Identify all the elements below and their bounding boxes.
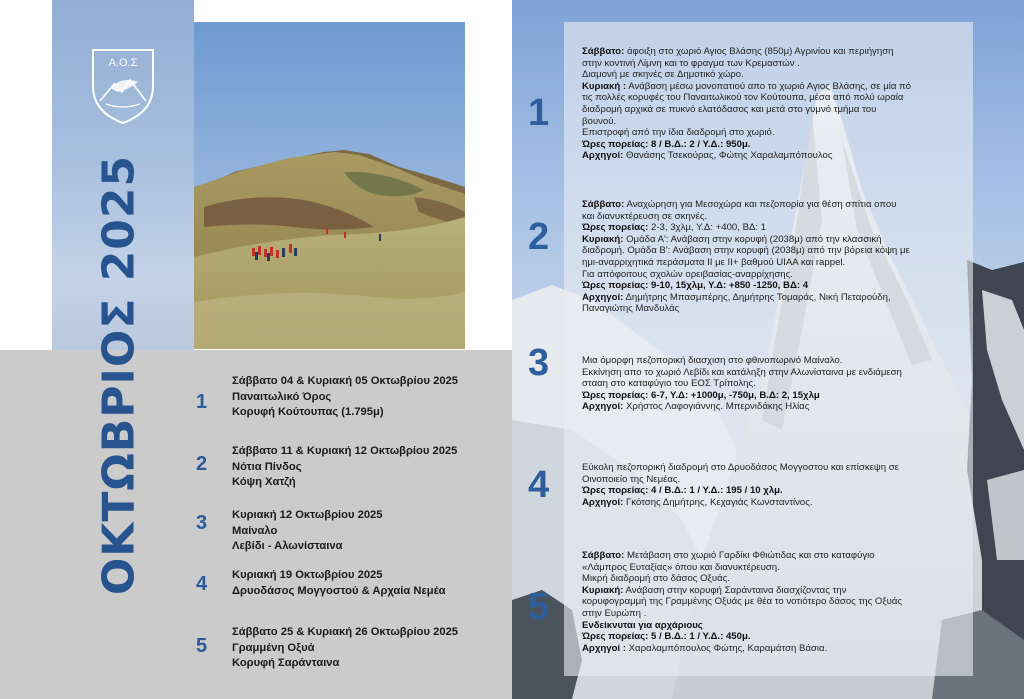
section-line: Για απόφοιτους σχολών ορειβασίας-αναρρίχησης.: [582, 268, 793, 280]
left-margin: [0, 0, 52, 350]
agenda-area: Μαίναλο: [232, 524, 278, 537]
agenda-number: 4: [196, 573, 208, 595]
section-line: Ενδείκνυται για αρχάριους: [582, 619, 703, 631]
section-line: διαδρομή. Ομάδα Β': Ανάβαση στην κορυφή (2038μ) από την βόρεια κόψη με: [582, 245, 910, 257]
section-5: [582, 550, 918, 654]
section-line: στην Ευρώπη .: [582, 607, 647, 619]
section-number-3: 3: [528, 342, 550, 384]
section-line: ημι-αναρριχητικά περάσματα ΙΙ με ΙΙ+ βαθμού UIAA και rappel.: [582, 256, 846, 268]
section-line: Αρχηγοί: Γκότσης Δημήτρης, Κεχαγιάς Κωνσταντίνος.: [582, 496, 813, 508]
svg-text:Α.Ο.Σ: Α.Ο.Σ: [108, 57, 138, 69]
agenda-number: 5: [196, 635, 208, 657]
section-line: Αρχηγοί: Δημήτρης Μπασμπέρης, Δημήτρης Τομαράς, Νική Πεταρούδη,: [582, 291, 891, 303]
agenda-number: 1: [196, 391, 208, 413]
section-line: Κυριακή : Ανάβαση μέσω μονοπατιού απο το χωριό Αγιος Βλάσης, σε μία πό: [582, 80, 912, 92]
section-line: Κυριακή: Ομάδα Α': Ανάβαση στην κορυφή (2038μ) από την κλασσική: [582, 233, 882, 245]
agenda-date: Σάββατο 04 & Κυριακή 05 Οκτωβρίου 2025: [232, 375, 458, 387]
section-line: Σάββατο: άφοιξη στο χωριό Αγιος Βλάσης (850μ) Αγρινίου και περιήγηση: [582, 46, 894, 57]
club-logo: [88, 46, 158, 126]
section-line: Παναγιώτης Μανδυλάς: [582, 303, 680, 315]
section-line: βουνού.: [582, 115, 617, 127]
section-number-1: 1: [528, 92, 550, 134]
agenda-destination: Κορυφή Σαράνταινα: [232, 657, 340, 669]
agenda-number: 2: [196, 453, 208, 475]
section-line: Σάββατο: Μετάβαση στο χωριό Γαρδίκι Φθιώτιδας και στο καταφύγιο: [582, 550, 875, 561]
agenda-date: Κυριακή 19 Οκτωβρίου 2025: [232, 569, 383, 581]
section-line: Ώρες πορείας: 5 / Β.Δ.: 1 / Υ.Δ.: 450μ.: [582, 631, 751, 643]
section-line: Ώρες πορείας: 6-7, Υ.Δ: +1000μ, -750μ, Β.Δ: 2, 15χλμ: [582, 389, 820, 401]
section-line: τις πολλές κορυφές του Παναιτωλικού τον Κούτουπα, μέσα από πολύ ωραία: [582, 92, 904, 104]
section-number-5: 5: [528, 586, 550, 628]
section-line: Αρχηγοί : Χαραλαμπόπουλος Φώτης, Καραμάτση Βάσια.: [582, 642, 828, 654]
section-line: Διαμονή με σκηνές σε Δημοτικό χώρο.: [582, 69, 744, 81]
section-line: Εκκίνηση απο το χωριό Λεβίδι και κατάληξη στην Αλωνίσταινα με ενδιάμεση: [582, 366, 902, 378]
section-line: στααη στο καταφύγιο του ΕΟΣ Τρίπολης.: [582, 378, 756, 390]
section-line: Μια όμορφη πεζοπορική διασχιση στο φθινοπωρινό Μαίναλο.: [582, 355, 843, 366]
month-title: [74, 154, 164, 596]
agenda-date: Κυριακή 12 Οκτωβρίου 2025: [232, 509, 383, 521]
section-line: Αρχηγοί: Χρήστος Λαφογιάννης. Μπερνιδάκης Ηλίας: [582, 401, 810, 413]
agenda-destination: Δρυοδάσος Μογγοστού & Αρχαία Νεμέα: [232, 584, 446, 597]
section-line: Σάββατο: Αναχώρηση για Μεσοχώρα και πεζοπορία για θέση σπίτια οπου: [582, 199, 897, 210]
section-line: στην κοντινή Λίμνη και το φραγμα των Κρεμαστών .: [582, 57, 800, 69]
section-line: Επιστροφή από την ίδια διαδρομή στο χωριό.: [582, 127, 775, 139]
section-line: Ώρες πορείας: 4 / Β.Δ.: 1 / Υ.Δ.: 195 / 10 χλμ.: [582, 485, 783, 497]
agenda-destination: Κορυφή Κούτουπας (1.795μ): [232, 406, 384, 418]
section-line: διαδρομή αρχικά σε πυκνό ελατόδασος και μετά στο γυμνό τμήμα του: [582, 103, 877, 115]
section-line: Μικρή διαδρομή στο δάσος Οξυάς.: [582, 573, 730, 585]
section-line: Αρχηγοί: Θανάσης Τσεκούρας, Φώτης Χαραλαμπόπουλος: [582, 150, 833, 162]
section-3: [582, 355, 918, 413]
section-number-4: 4: [528, 464, 550, 506]
section-line: «Λάμπρος Ευταξίας» όπου και διανυκτέρευση.: [582, 561, 780, 573]
agenda-destination: Λεβίδι - Αλωνίσταινα: [232, 540, 343, 552]
section-4: [582, 462, 918, 508]
section-line: Ώρες πορείας: 2-3, 3χλμ, Υ.Δ: +400, ΒΔ: 1: [582, 222, 767, 234]
section-line: Οινοποιείο της Νεμέας.: [582, 473, 681, 485]
agenda-date: Σάββατο 25 & Κυριακή 26 Οκτωβρίου 2025: [232, 626, 458, 638]
section-line: Κυριακή: Ανάβαση στην κορυφή Σαράνταινα διασχίζοντας την: [582, 584, 847, 596]
agenda-destination: Κόψη Χατζή: [232, 476, 296, 488]
section-line: Ώρες πορείας: 9-10, 15χλμ, Υ.Δ: +850 -1250, ΒΔ: 4: [582, 280, 809, 292]
hiking-photo: [194, 22, 465, 349]
section-line: και διανυκτέρευση σε σκηνές.: [582, 210, 708, 222]
section-2: [582, 199, 918, 315]
month-title-text: ΟΚΤΩΒΡΙΟΣ 2025: [93, 154, 145, 596]
section-line: Ώρες πορείας: 8 / Β.Δ.: 2 / Υ.Δ.: 950μ.: [582, 138, 751, 150]
section-number-2: 2: [528, 216, 550, 258]
right-page: [512, 0, 1024, 699]
section-1: [582, 46, 918, 162]
section-line: κορυφογραμμή της Γραμμένης Οξυάς με θέα το νοτιότερο δάσος της Οξυάς: [582, 596, 903, 608]
agenda-area: Νότια Πίνδος: [232, 460, 302, 473]
agenda-area: Γραμμένη Οξυά: [232, 641, 315, 654]
agenda-number: 3: [196, 512, 208, 534]
agenda-date: Σάββατο 11 & Κυριακή 12 Οκτωβρίου 2025: [232, 445, 458, 457]
section-line: Εύκολη πεζοπορική διαδρομή στο Δρυοδάσος Μογγοστου και επίσκεψη σε: [582, 462, 899, 473]
agenda-area: Παναιτωλικό Όρος: [232, 390, 332, 403]
